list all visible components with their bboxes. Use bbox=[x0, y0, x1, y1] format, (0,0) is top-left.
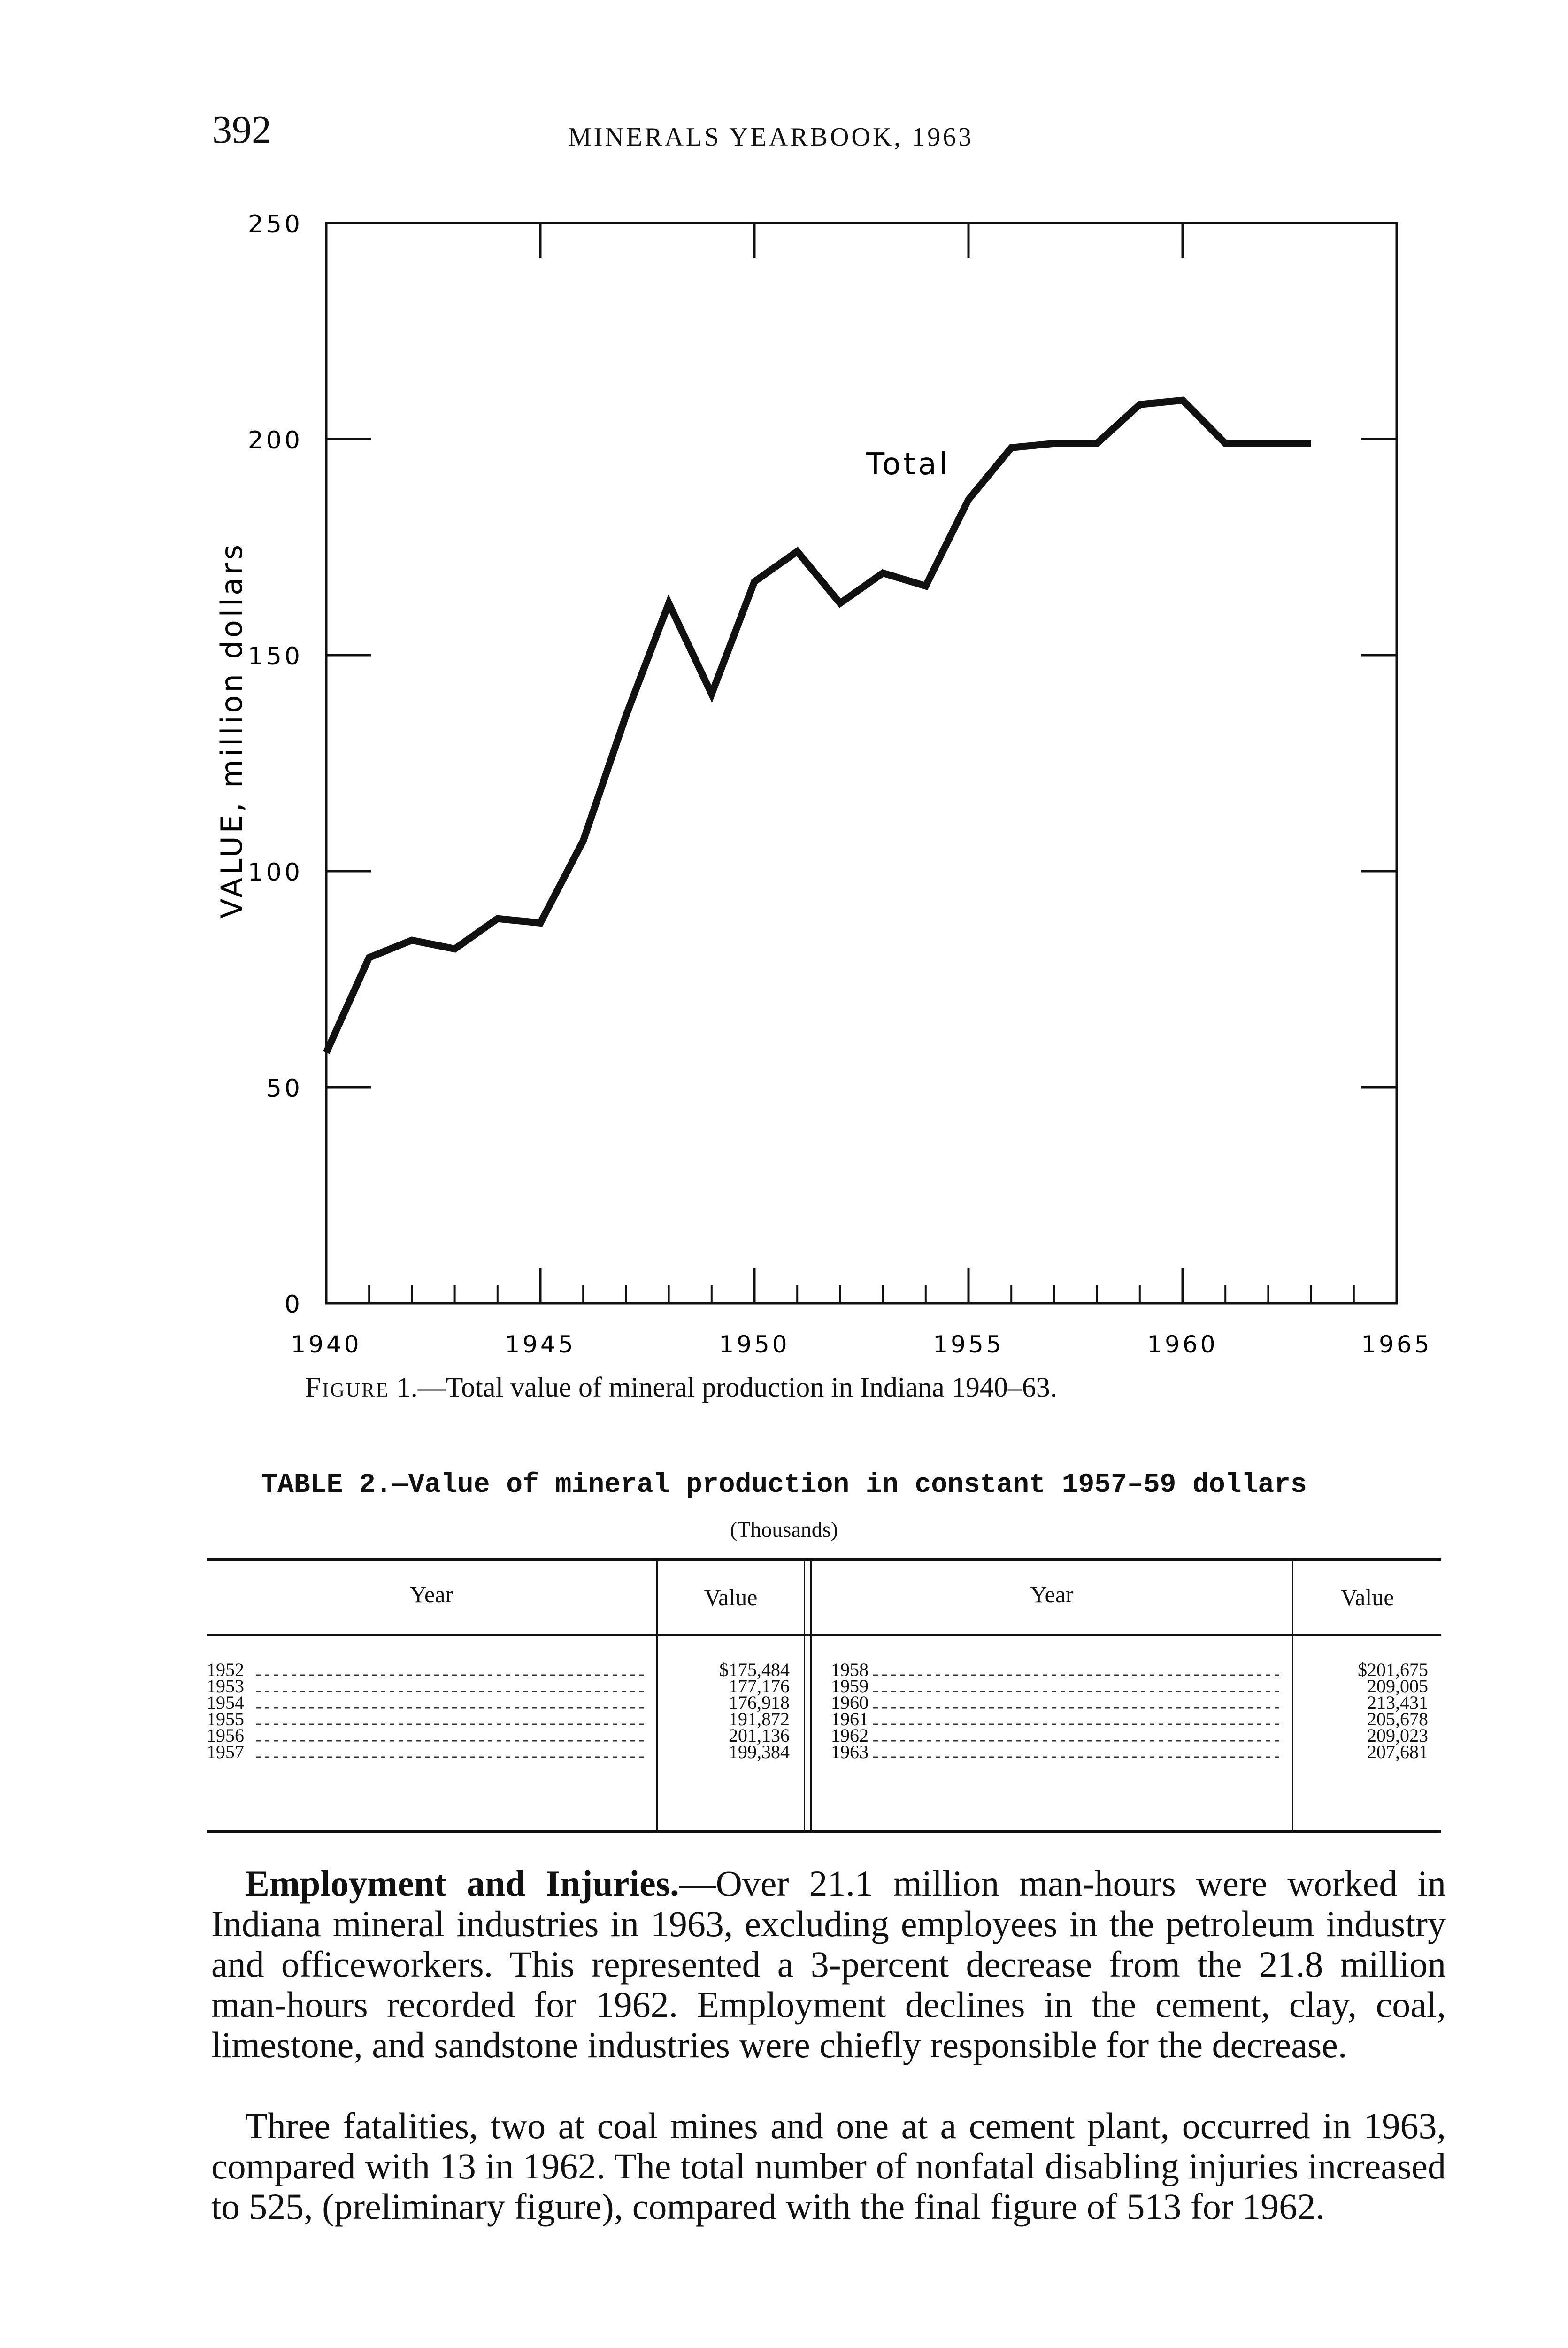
x-tick-label: 1955 bbox=[933, 1331, 1004, 1358]
right-year-column: 1958 1959 1960 1961 1962 1963 bbox=[831, 1661, 869, 1760]
x-tick-label: 1945 bbox=[505, 1331, 576, 1358]
paragraph-fatalities-text: Three fatalities, two at coal mines and one at a cement plant, occurred in 1963, compared with 13 in 1962. The total number of nonfatal disabling injuries increased to 525, (preliminary figure), compared with the final figure of 513 for 1962. bbox=[211, 2105, 1446, 2227]
table-units: (Thousands) bbox=[730, 1517, 838, 1541]
left-year-column: 1952 1953 1954 1955 1956 1957 bbox=[207, 1661, 244, 1760]
page-number: 392 bbox=[212, 108, 271, 152]
y-tick-label: 150 bbox=[247, 642, 303, 671]
right-value-column: $201,675 209,005 213,431 205,678 209,023 207,681 bbox=[1358, 1659, 1428, 1762]
x-tick-label: 1960 bbox=[1147, 1331, 1218, 1358]
x-tick-label: 1950 bbox=[719, 1331, 790, 1358]
x-tick-label: 1965 bbox=[1361, 1331, 1432, 1358]
series-annotation-total: Total bbox=[866, 447, 951, 482]
y-tick-label: 0 bbox=[284, 1290, 303, 1319]
paragraph-employment-text: —Over 21.1 million man-hours were worked in Indiana mineral industries in 1963, excluding employees in the petroleum industry and officeworkers. This represented a 3-percent decrease from the 21.8 million man-hours recorded for 1962. Employment declines in the cement, clay, coal, limestone, and sandstone industries were chiefly responsible for the decrease. bbox=[211, 1863, 1446, 2065]
header-year-left: Year bbox=[409, 1581, 453, 1607]
figure-caption-text: 1.—Total value of mineral production in Indiana 1940–63. bbox=[389, 1372, 1057, 1403]
figure-label: Figure bbox=[305, 1372, 390, 1403]
running-title: MINERALS YEARBOOK, 1963 bbox=[568, 123, 974, 152]
paragraph-lead: Employment and Injuries. bbox=[245, 1863, 679, 1904]
y-tick-label: 250 bbox=[247, 210, 303, 239]
header-year-right: Year bbox=[1030, 1581, 1074, 1607]
y-tick-label: 50 bbox=[266, 1074, 303, 1103]
y-tick-label: 100 bbox=[247, 858, 303, 887]
y-tick-label: 200 bbox=[247, 426, 303, 455]
left-value-column: $175,484 177,176 176,918 191,872 201,136 199,384 bbox=[719, 1659, 790, 1762]
x-tick-label: 1940 bbox=[291, 1331, 362, 1358]
header-value-right: Value bbox=[1340, 1584, 1394, 1610]
table-title: TABLE 2.—Value of mineral production in constant 1957–59 dollars bbox=[261, 1470, 1307, 1500]
paragraph-employment bbox=[211, 1863, 1446, 2065]
header-value-left: Value bbox=[704, 1584, 758, 1610]
paragraph-fatalities bbox=[211, 2106, 1446, 2227]
y-axis-label: VALUE, million dollars bbox=[215, 541, 249, 919]
